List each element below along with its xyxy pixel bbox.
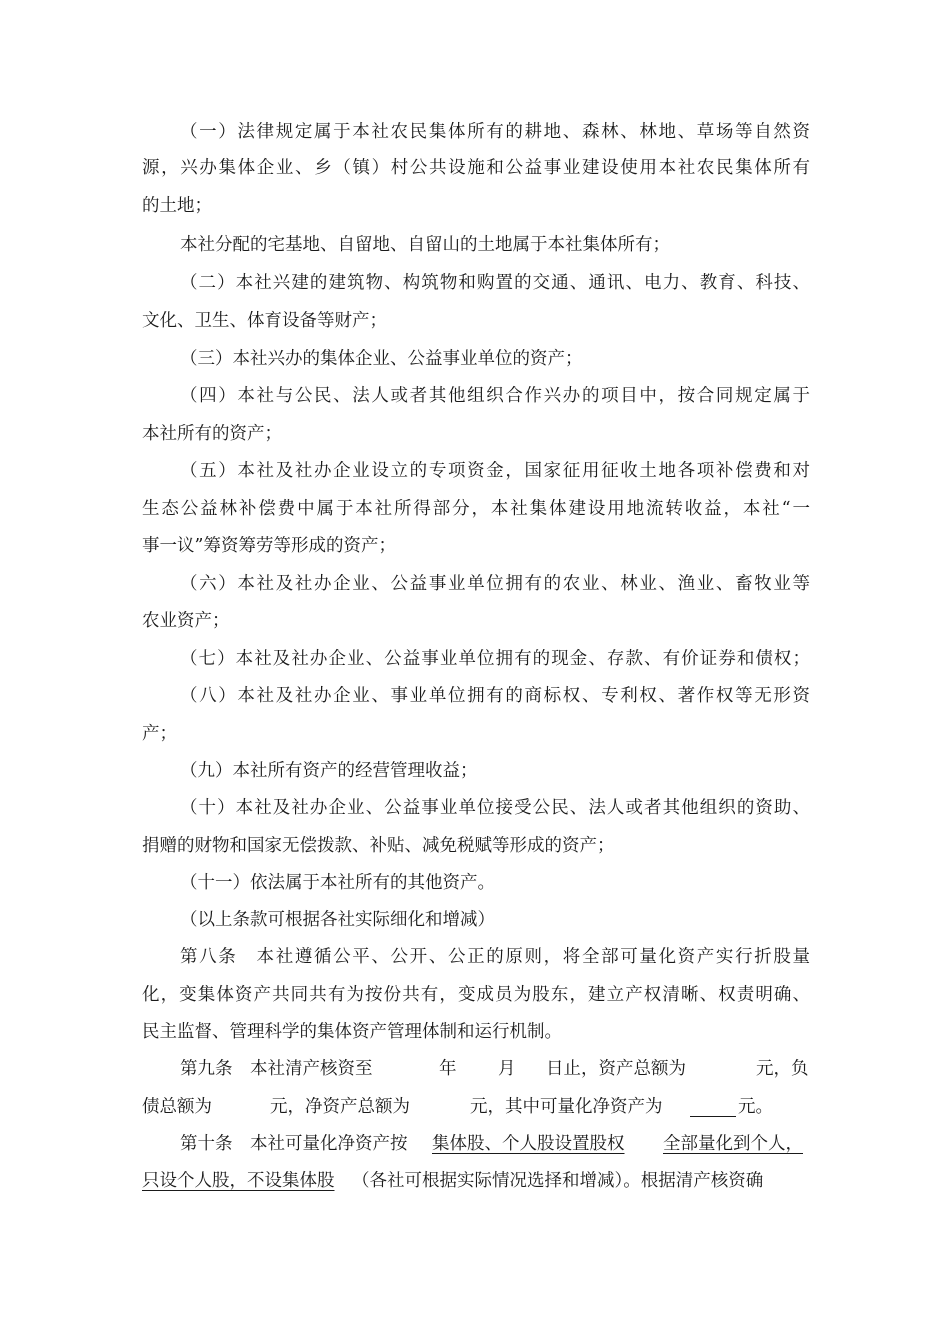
option-all-individual-part2: 只设个人股，不设集体股 — [142, 1171, 335, 1191]
article-8-line-1: 第八条 本社遵循公平、公开、公正的原则，将全部可量化资产实行折股量 — [180, 947, 810, 967]
clause-1-line-3: 的土地； — [142, 196, 212, 216]
article-8-line-2: 化，变集体资产共同共有为按份共有，变成员为股东，建立产权清晰、权责明确、 — [142, 985, 810, 1005]
clause-5-line-1: （五）本社及社办企业设立的专项资金，国家征用征收土地各项补偿费和对 — [180, 461, 810, 481]
article-9-intro: 第九条 本社清产核资至 — [180, 1059, 373, 1079]
clause-4-line-1: （四）本社与公民、法人或者其他组织合作兴办的项目中，按合同规定属于 — [180, 386, 810, 406]
clause-2-line-1: （二）本社兴建的建筑物、构筑物和购置的交通、通讯、电力、教育、科技、 — [180, 273, 810, 293]
clause-9: （九）本社所有资产的经营管理收益； — [180, 761, 478, 781]
clause-8-line-2: 产； — [142, 724, 177, 744]
article-9-end: 元。 — [738, 1097, 773, 1117]
article-9-year-label: 年 — [439, 1059, 457, 1079]
article-9-total-assets-label: 日止，资产总额为 — [546, 1059, 686, 1079]
article-9-month-label: 月 — [498, 1059, 516, 1079]
clause-7: （七）本社及社办企业、公益事业单位拥有的现金、存款、有价证券和债权； — [180, 649, 810, 669]
article-10-intro: 第十条 本社可量化净资产按 — [180, 1134, 408, 1154]
clause-5-line-2: 生态公益林补偿费中属于本社所得部分，本社集体建设用地流转收益，本社“一 — [142, 499, 810, 519]
option-all-individual-part1: 全部量化到个人， — [663, 1134, 803, 1154]
clause-8-line-1: （八）本社及社办企业、事业单位拥有的商标权、专利权、著作权等无形资 — [180, 686, 810, 706]
clause-10-line-2: 捐赠的财物和国家无偿拨款、补贴、减免税赋等形成的资产； — [142, 836, 615, 856]
clause-11: （十一）依法属于本社所有的其他资产。 — [180, 873, 495, 893]
clause-1-line-1: （一）法律规定属于本社农民集体所有的耕地、森林、林地、草场等自然资 — [180, 122, 810, 142]
article-10-continuation: （各社可根据实际情况选择和增减）。根据清产核资确 — [352, 1171, 764, 1191]
clause-6-line-1: （六）本社及社办企业、公益事业单位拥有的农业、林业、渔业、畜牧业等 — [180, 574, 810, 594]
clause-6-line-2: 农业资产； — [142, 611, 230, 631]
article-9-net-assets-label: 元，净资产总额为 — [270, 1097, 410, 1117]
clause-3: （三）本社兴办的集体企业、公益事业单位的资产； — [180, 349, 583, 369]
homestead-clause: 本社分配的宅基地、自留地、自留山的土地属于本社集体所有； — [180, 235, 670, 255]
option-collective-and-individual: 集体股、个人股设置股权 — [432, 1134, 625, 1154]
clause-2-line-2: 文化、卫生、体育设备等财产； — [142, 311, 387, 331]
article-9-quantifiable-label: 元，其中可量化净资产为 — [470, 1097, 663, 1117]
clause-4-line-2: 本社所有的资产； — [142, 424, 282, 444]
clause-10-line-1: （十）本社及社办企业、公益事业单位接受公民、法人或者其他组织的资助、 — [180, 798, 810, 818]
article-8-line-3: 民主监督、管理科学的集体资产管理体制和运行机制。 — [142, 1022, 562, 1042]
quantifiable-assets-blank[interactable] — [690, 1096, 736, 1117]
clause-1-line-2: 源，兴办集体企业、乡（镇）村公共设施和公益事业建设使用本社农民集体所有 — [142, 158, 810, 178]
clause-5-line-3: 事一议”筹资筹劳等形成的资产； — [142, 536, 396, 556]
article-9-total-debt-label: 债总额为 — [142, 1097, 212, 1117]
clause-note: （以上条款可根据各社实际细化和增减） — [180, 910, 495, 930]
article-9-yuan-liab-label: 元，负 — [756, 1059, 809, 1079]
